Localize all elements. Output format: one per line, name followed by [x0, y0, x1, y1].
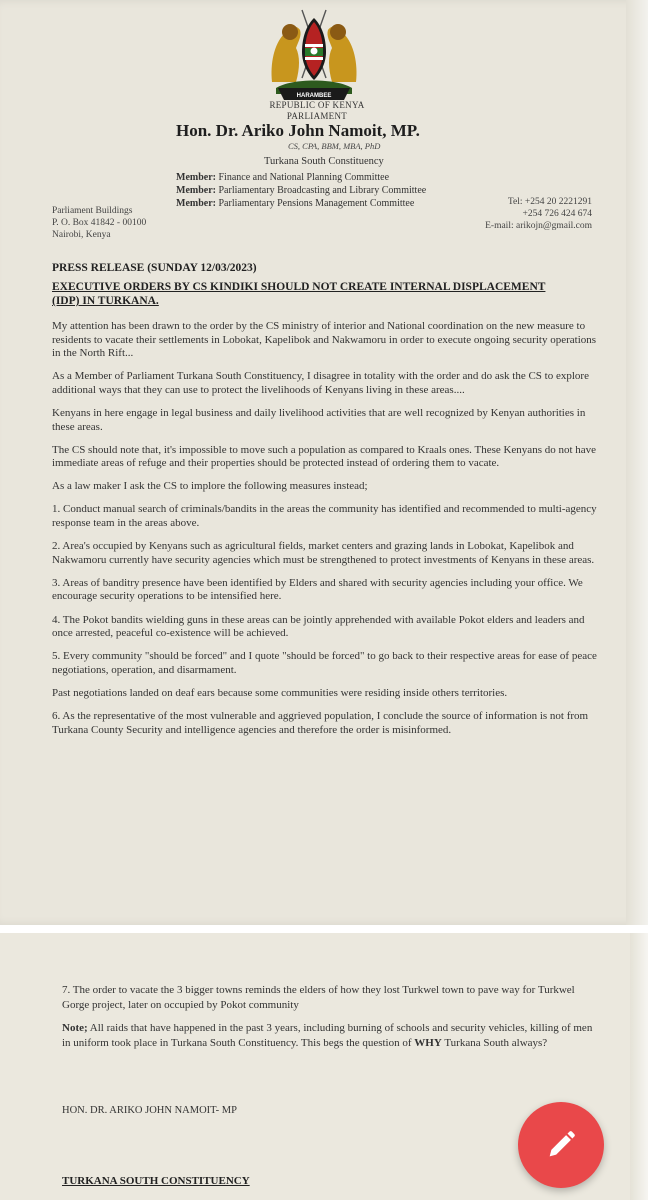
committee-line-2: [176, 184, 426, 197]
contact-details: [470, 196, 592, 232]
address-line: Parliament Buildings: [52, 206, 133, 216]
press-release-body: [52, 320, 600, 747]
measure-item: 5. Every community "should be forced" and I quote "should be forced" to go back to their respective areas for ease of peace negotiations, operation, and disarmament.: [52, 650, 597, 676]
note-paragraph: [62, 1021, 602, 1050]
committee-name: Parliamentary Broadcasting and Library Committee: [218, 185, 427, 196]
note-label: Note;: [62, 1022, 88, 1034]
page-two-content: [62, 983, 602, 1059]
measure-item: 4. The Pokot bandits wielding guns in these areas can be jointly apprehended with available Pokot elders and leaders and once arrested, peaceful co-existence will be achieved.: [52, 613, 585, 640]
measure-item: 6. As the representative of the most vulnerable and aggrieved population, I conclude the source of information is not from Turkana County Security and intelligence agencies and therefore the order is misinformed.: [52, 709, 589, 736]
signature-line: HON. DR. ARIKO JOHN NAMOIT- MP: [62, 1105, 237, 1116]
page-two-edge: [630, 933, 648, 1200]
mp-credentials: CS, CPA, BBM, MBA, PhD: [288, 141, 381, 151]
telephone-line: Tel: +254 20 2221291: [507, 197, 592, 207]
note-text: All raids that have happened in the past 3 years, including burning of schools and security vehicles, killing of men in uniform took place in Turkana South Constituency. This begs the question of: [62, 1022, 593, 1049]
edit-button[interactable]: [518, 1102, 604, 1188]
measure-item: 1. Conduct manual search of criminals/bandits in the areas the community has identified and recommended to multi-agency response team in the areas above.: [52, 503, 597, 530]
republic-label: REPUBLIC OF KENYA: [269, 100, 365, 110]
body-paragraph: As a law maker I ask the CS to implore the following measures instead;: [52, 480, 368, 493]
committee-line-1: [176, 171, 426, 184]
page-edge: [626, 0, 648, 925]
measure-item: 2. Area's occupied by Kenyans such as agricultural fields, market centers and grazing lands in Lobokat, Kapelibok and Nakwamoru currently have security agencies which must be strengthened to protect investments of Kenyans in these areas.: [52, 540, 595, 566]
body-paragraph: As a Member of Parliament Turkana South Constituency, I disagree in totality with the order and do ask the CS to explore additional ways that they can use to protect the livelihoods of Kenyans living in these areas....: [52, 370, 589, 396]
telephone-line: +254 726 424 674: [522, 209, 592, 219]
measure-item: 3. Areas of banditry presence have been identified by Elders and shared with security agencies including your office. We encourage security operations to be intensified here.: [52, 576, 583, 603]
member-label: Member:: [176, 172, 216, 183]
pencil-icon: [544, 1128, 578, 1162]
note-emphasis: WHY: [414, 1036, 442, 1049]
press-release-headline: EXECUTIVE ORDERS BY CS KINDIKI SHOULD NOT CREATE INTERNAL DISPLACEMENT (IDP) IN TURKANA.: [52, 281, 546, 307]
mp-name: Hon. Dr. Ariko John Namoit, MP.: [176, 121, 420, 140]
committee-memberships: [176, 171, 426, 210]
coat-of-arms-logo: [262, 4, 366, 104]
committee-name: Finance and National Planning Committee: [218, 172, 390, 183]
address-line: Nairobi, Kenya: [52, 230, 111, 240]
email-line: E-mail: arikojn@gmail.com: [485, 221, 592, 231]
member-label: Member:: [176, 198, 216, 209]
body-paragraph: My attention has been drawn to the order by the CS ministry of interior and National coordination on the new measure to residents to vacate their settlements in Lobokat, Kapelibok and Nakwamoru in order to execute ongoing security operations in the North Rift...: [52, 320, 597, 360]
parliament-label: PARLIAMENT: [286, 111, 348, 121]
address-line: P. O. Box 41842 - 00100: [52, 218, 147, 228]
constituency-label: Turkana South Constituency: [264, 156, 384, 167]
committee-name: Parliamentary Pensions Management Committee: [218, 198, 415, 209]
committee-line-3: [176, 197, 426, 210]
footer-constituency: TURKANA SOUTH CONSTITUENCY: [62, 1175, 250, 1187]
body-paragraph: The CS should note that, it's impossible to move such a population as compared to Kraals ones. These Kenyans do not have immediate areas of refuge and their properties should be protected instead of ordering them to vacate.: [52, 443, 597, 470]
note-end: Turkana South always?: [441, 1036, 548, 1049]
member-label: Member:: [176, 185, 216, 196]
body-paragraph: Past negotiations landed on deaf ears because some communities were residing inside others territories.: [52, 686, 508, 699]
postal-address: [52, 205, 146, 241]
republic-parliament-block: [0, 100, 600, 122]
motto-banner: HARAMBEE: [296, 93, 332, 99]
press-release-label: PRESS RELEASE (SUNDAY 12/03/2023): [52, 262, 257, 274]
page-gap: [0, 925, 648, 933]
measure-item: 7. The order to vacate the 3 bigger towns reminds the elders of how they lost Turkwel town to pave way for Turkwel Gorge project, later on occupied by Pokot community: [62, 984, 575, 1011]
body-paragraph: Kenyans in here engage in legal business and daily livelihood activities that are well recognized by Kenyan authorities in these areas.: [52, 406, 586, 433]
